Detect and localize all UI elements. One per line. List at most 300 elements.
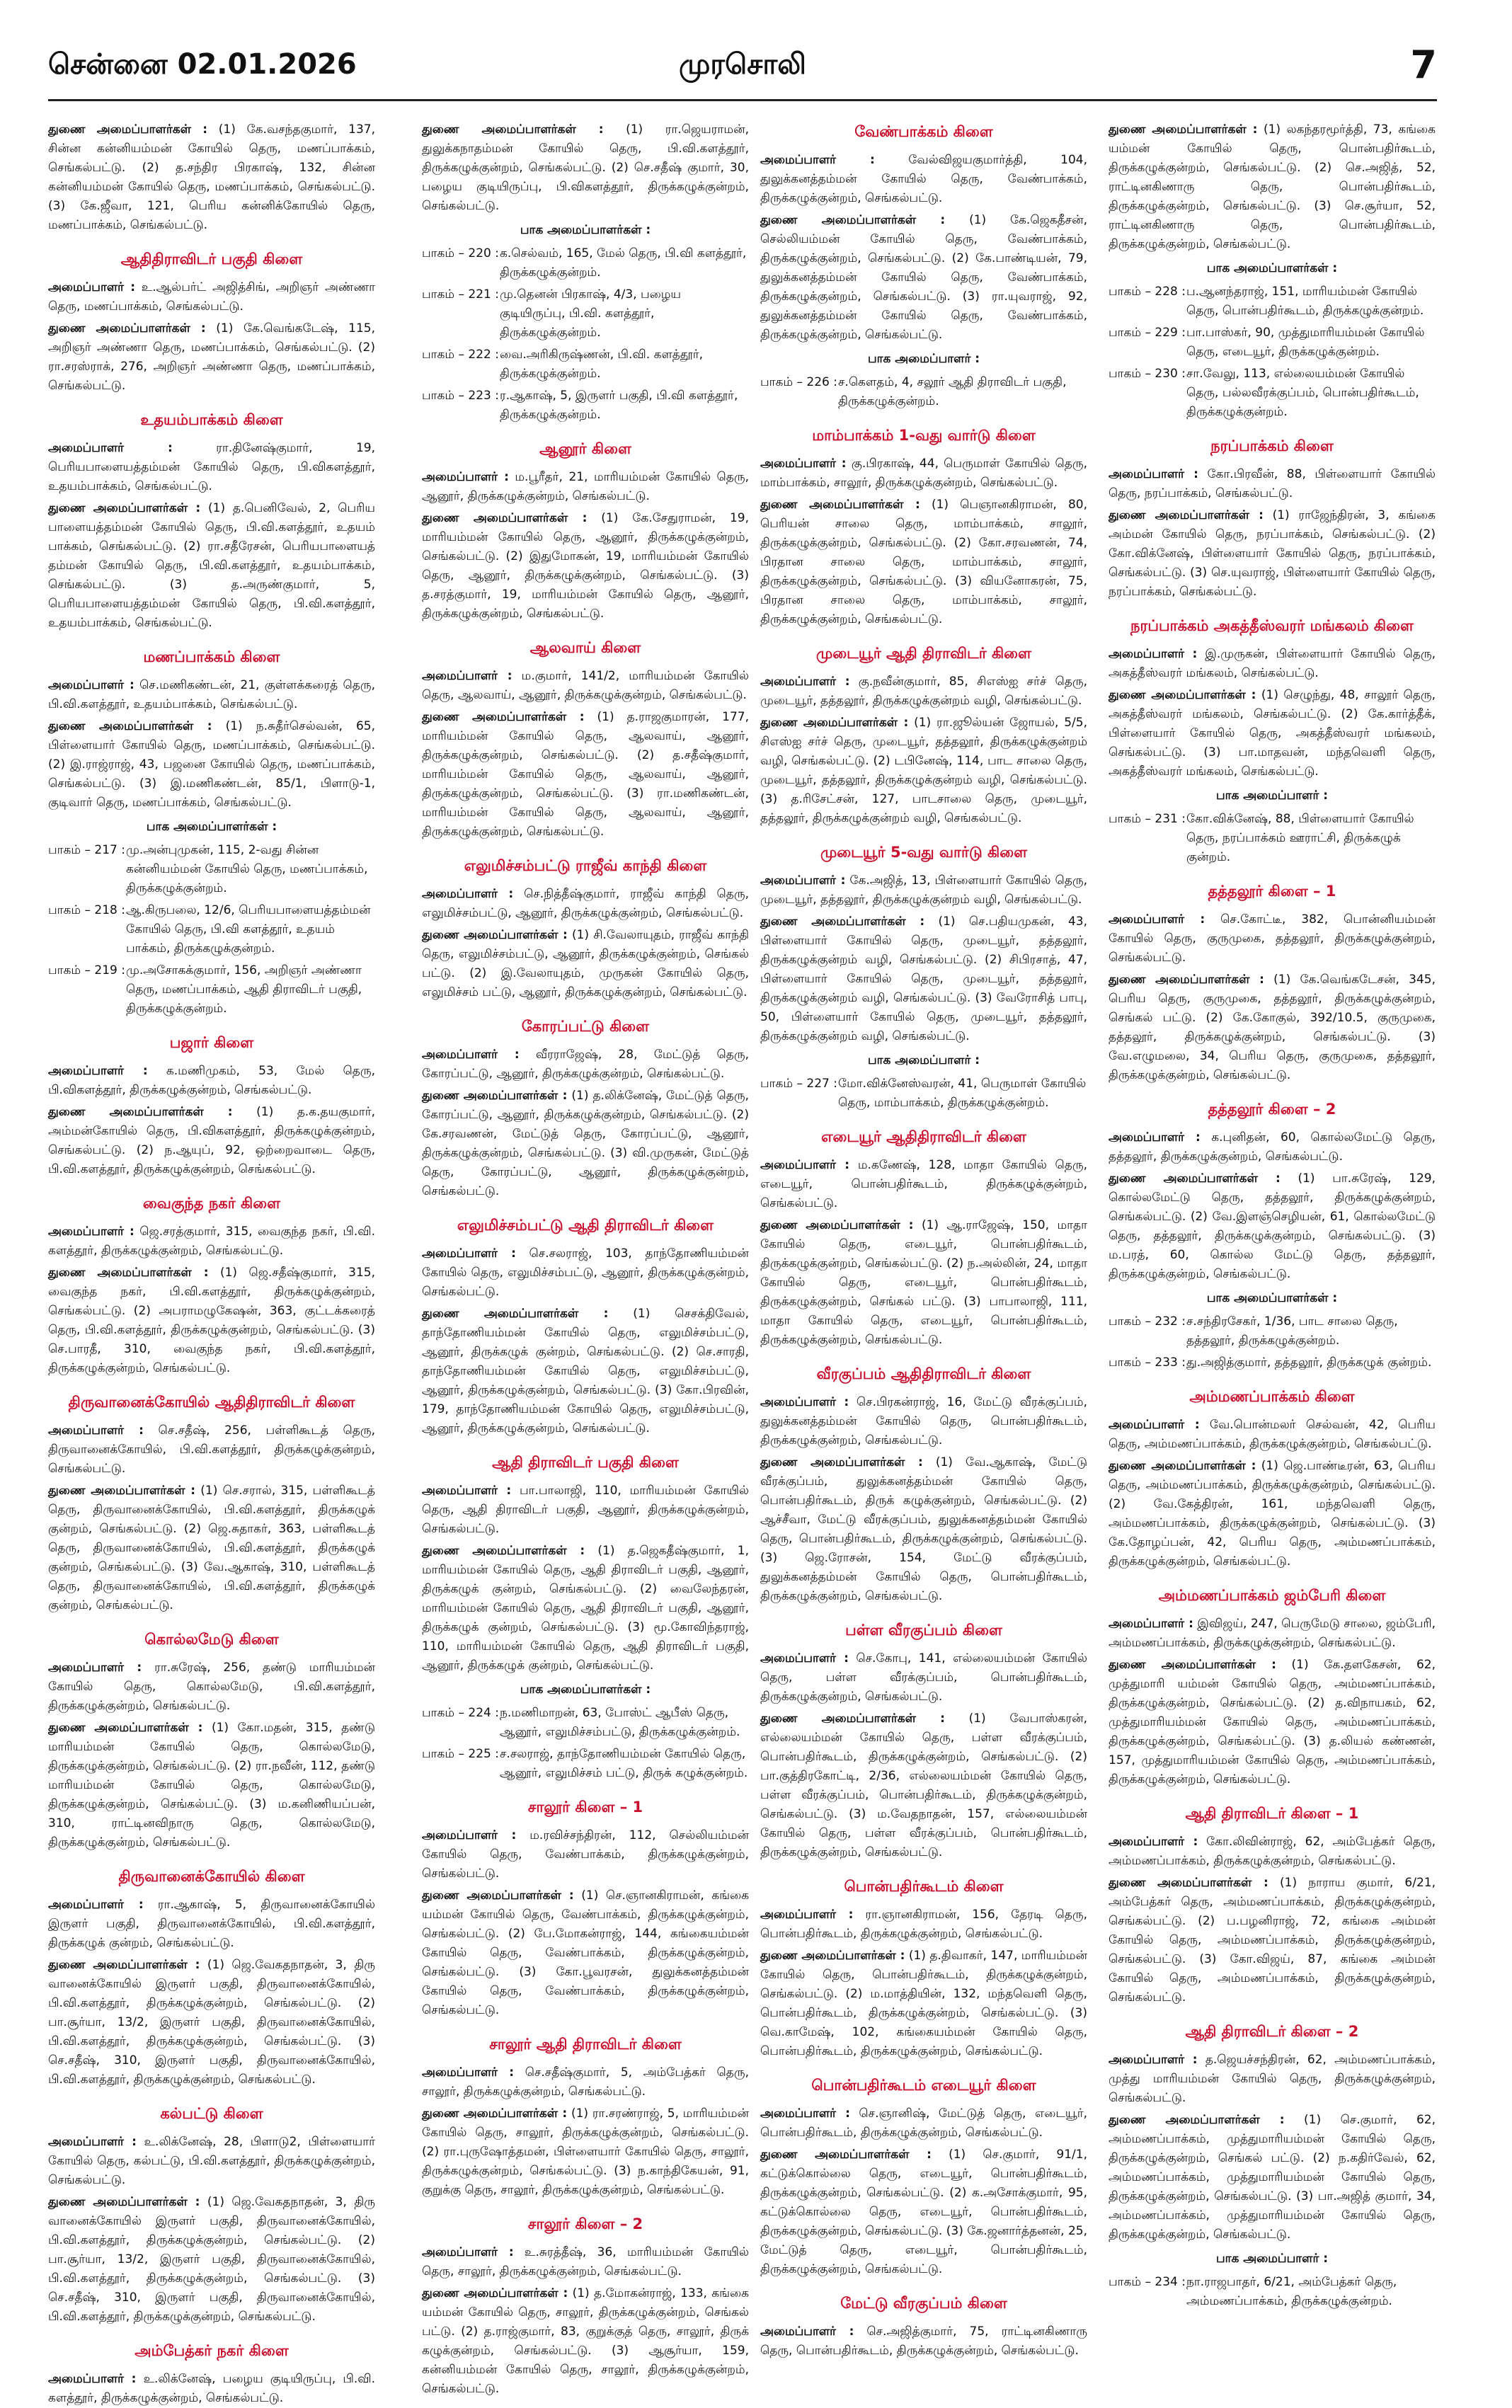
- booth-agent: ச.சலராஜ், தாந்தோணியம்மன் கோயில் தெரு, ஆனூர், எலுமிச்சம் பட்டு, திருக் கழுக்குன்றம்.: [500, 1747, 748, 1780]
- role-label: துணை அமைப்பாளர்கள் :: [422, 2286, 568, 2300]
- role-label: அமைப்பாளர் :: [422, 1048, 520, 1062]
- branch-section: [48, 2342, 375, 2408]
- officer-details: க.புனிதன், 60, கொல்லமேட்டு தெரு, தத்தலூர், திருக்கழுக்குன்றம், செங்கல்பட்டு.: [1109, 1130, 1436, 1164]
- officer-details: வீரராஜேஷ், 28, மேட்டுத் தெரு, கோரப்பட்டு, ஆனூர், திருக்கழுக்குன்றம், செங்கல்பட்டு.: [422, 1048, 749, 1081]
- officer-details: ரா.ஞானகிராமன், 156, தேரடி தெரு, பொன்பதிர்கூடம், திருக்கழுக்குன்றம், செங்கல்பட்டு.: [760, 1908, 1087, 1941]
- officer-entry: [1109, 910, 1436, 968]
- officer-details: செ.சலராஜ், 103, தாந்தோணியம்மன் கோயில் தெரு, எலுமிச்சம்பட்டு, ஆனூர், திருக்கழுக்குன்றம், செங்கல்பட்டு.: [422, 1246, 749, 1299]
- booth-row: [422, 1745, 749, 1783]
- branch-title: வேண்பாக்கம் கிளை: [854, 123, 993, 140]
- branch-title: சாலூர் கிளை – 2: [527, 2215, 643, 2232]
- branch-section: [760, 1128, 1087, 1350]
- role-label: துணை அமைப்பாளர்கள் :: [422, 1307, 609, 1321]
- role-label: துணை அமைப்பாளர்கள் :: [760, 716, 909, 730]
- branch-section: [48, 2105, 375, 2327]
- role-label: அமைப்பாளர் :: [48, 2135, 137, 2149]
- booth-number: பாகம் – 228 :: [1109, 285, 1186, 299]
- officer-entry: [422, 1087, 749, 1201]
- booth-number: பாகம் – 221 :: [422, 287, 499, 302]
- role-label: துணை அமைப்பாளர்கள் :: [760, 213, 946, 227]
- booth-heading: பாக அமைப்பாளர் :: [867, 1053, 980, 1067]
- booth-agent: கோ.விக்னேஷ், 88, பிள்ளையார் கோயில் தெரு, நரப்பாக்கம் ஊராட்சி, திருக்கழுக் குன்றம்.: [1186, 812, 1414, 864]
- branch-section: [1109, 437, 1436, 602]
- officer-details: வே.பொன்மலர் செல்வன், 42, பெரிய தெரு, அம்மணப்பாக்கம், திருக்கழுக்குன்றம், செங்கல்பட்டு.: [1109, 1418, 1436, 1451]
- branch-title: சாலூர் கிளை – 1: [527, 1799, 643, 1816]
- booth-number: பாகம் – 232 :: [1109, 1314, 1186, 1329]
- role-label: அமைப்பாளர் :: [1109, 912, 1205, 927]
- booth-row: [1109, 1312, 1436, 1351]
- branch-title: தத்தலூர் கிளை – 1: [1208, 883, 1336, 900]
- branch-title: மேட்டு வீரகுப்பம் கிளை: [840, 2295, 1007, 2312]
- role-label: துணை அமைப்பாளர்கள் :: [48, 501, 201, 515]
- role-label: அமைப்பாளர் :: [1109, 1835, 1198, 1849]
- branch-title: சாலூர் ஆதி திராவிடர் கிளை: [489, 2036, 682, 2053]
- branch-section: [422, 857, 749, 1002]
- booth-number: பாகம் – 218 :: [48, 903, 125, 917]
- booth-number: பாகம் – 233 :: [1109, 1355, 1186, 1370]
- role-label: துணை அமைப்பாளர்கள் :: [1109, 1459, 1256, 1473]
- role-label: அமைப்பாளர் :: [760, 153, 875, 167]
- role-label: துணை அமைப்பாளர்கள் :: [48, 2195, 200, 2209]
- officer-entry: [422, 1481, 749, 1539]
- officer-details: (1) கே.வெங்கடேஷ், 115, அறிஞர் அண்ணா தெரு, மணப்பாக்கம், செங்கல்பட்டு. (2) ரா.சரஸ்ராக், 276, அறிஞர் அண்ணா தெரு, மணப்பாக்கம், செங்கல்பட்டு.: [48, 321, 376, 393]
- officer-details: (1) கே.ஜெகதீசன், செல்லியம்மன் கோயில் தெரு, வேண்பாக்கம், திருக்கழுக்குன்றம், செங்கல்பட்டு. (2) கே.பாண்டியன், 79, துலுக்கனத்தம்மன் கோயில் தெரு, வேண்பாக்கம், திருக்கழுக்குன்றம், செங்கல்பட்டு. (3) ரா.யுவராஜ், 92, துலுக்கனத்தம்மன் கோயில் தெரு, வேண்பாக்கம், திருக்கழுக்குன்றம், செங்கல்பட்டு.: [760, 213, 1087, 342]
- role-label: அமைப்பாளர் :: [1109, 2053, 1198, 2067]
- branch-section: [1109, 2023, 1436, 2311]
- column-2: [422, 120, 750, 2396]
- officer-entry: [422, 667, 749, 705]
- officer-entry: [422, 2243, 749, 2281]
- officer-entry: [760, 1709, 1087, 1862]
- booth-agent: மு.தெனன் பிரகாஷ், 4/3, பழைய குடியிருப்பு, பி.வி. களத்தூர், திருக்கழுக்குன்றம்.: [500, 287, 681, 340]
- officer-entry: [48, 120, 375, 235]
- officer-entry: [48, 2133, 375, 2190]
- officer-entry: [1109, 506, 1436, 602]
- branch-title: ஆலவாய் கிளை: [529, 639, 641, 656]
- officer-details: கோ.லிவின்ராஜ், 62, அம்பேத்கர் தெரு, அம்மணப்பாக்கம், திருக்கழுக்குன்றம், செங்கல்பட்டு.: [1109, 1835, 1436, 1868]
- branch-section: [48, 1394, 375, 1615]
- role-label: துணை அமைப்பாளர்கள் :: [1109, 1658, 1276, 1672]
- branch-title: கல்பட்டு கிளை: [160, 2105, 263, 2122]
- newspaper-name: முரசொலி: [679, 48, 806, 81]
- officer-details: (1) கோ.மதன், 315, தண்டு மாரியம்மன் கோயில் தெரு, கொல்லமேடு, திருக்கழுக்குன்றம், செங்கல்பட்டு. (2) ரா.நவீன், 112, தண்டு மாரியம்மன் கோயில் தெரு, கொல்லமேடு, திருக்கழுக்குன்றம், செங்கல்பட்டு. (3) ம.கனிணியப்பன், 310, ராட்டினவிநாரு தெரு, கொல்லமேடு, திருக்கழுக்குன்றம், செங்கல்பட்டு.: [48, 1721, 375, 1850]
- role-label: துணை அமைப்பாளர்கள் :: [1109, 1876, 1268, 1890]
- booth-row: [48, 961, 375, 1019]
- officer-entry: [760, 1216, 1087, 1350]
- booth-row: [1109, 810, 1436, 867]
- branch-section: [760, 645, 1087, 828]
- officer-entry: [1109, 1416, 1436, 1454]
- branch-section: [48, 120, 375, 235]
- officer-entry: [48, 2370, 375, 2408]
- role-label: அமைப்பாளர் :: [422, 669, 512, 683]
- branch-title: அம்பேத்கர் நகர் கிளை: [134, 2342, 289, 2359]
- officer-entry: [48, 1103, 375, 1179]
- officer-details: (1) த.ராஜகுமாரன், 177, மாரியம்மன் கோயில் தெரு, ஆலவாய், ஆனூர், திருக்கழுக்குன்றம், செங்கல்பட்டு. (2) த.சதீஷ்குமார், மாரியம்மன் கோயில் தெரு, ஆலவாய், ஆனூர், திருக்கழுக்குன்றம், செங்கல்பட்டு. (3) ரா.மணிகண்டன், மாரியம்மன் கோயில் தெரு, ஆலவாய், ஆனூர், திருக்கழுக்குன்றம், செங்கல்பட்டு.: [422, 710, 750, 839]
- officer-details: (1) செ.ஞானகிராமன், கங்கை யம்மன் கோயில் தெரு, வேண்பாக்கம், திருக்கழுக்குன்றம், செங்கல்பட்டு. (2) பே.மோகன்ராஜ், 144, கங்கையம்மன் கோயில் தெரு, வேண்பாக்கம், திருக்கழுக்குன்றம், செங்கல்பட்டு. (3) கோ.பூவரசன், துலுக்கனத்தம்மன் கோயில் தெரு, வேண்பாக்கம், திருக்கழுக்குன்றம், செங்கல்பட்டு.: [422, 1888, 750, 2017]
- officer-entry: [1109, 465, 1436, 503]
- officer-entry: [422, 2063, 749, 2102]
- role-label: துணை அமைப்பாளர்கள் :: [48, 122, 208, 137]
- branch-title: பள்ள வீரகுப்பம் கிளை: [845, 1622, 1002, 1639]
- branch-section: [760, 1365, 1087, 1606]
- branch-section: [1109, 1805, 1436, 2007]
- branch-section: [760, 123, 1087, 411]
- officer-details: உ.ஆல்பர்ட் அஜித்சிங், அறிஞர் அண்ணா தெரு, மணப்பாக்கம், செங்கல்பட்டு.: [48, 280, 375, 314]
- officer-entry: [760, 211, 1087, 345]
- booth-row: [760, 373, 1087, 411]
- role-label: துணை அமைப்பாளர்கள் :: [760, 2148, 932, 2162]
- officer-details: (1) செ.குமார், 91/1, கட்டுக்கொல்லை தெரு, எடையூர், பொன்பதிர்கூடம், திருக்கழுக்குன்றம், செங்கல்பட்டு. (2) க.அசோக்குமார், 95, கட்டுக்கொல்லை தெரு, எடையூர், பொன்பதிர்கூடம், திருக்கழுக்குன்றம், செங்கல்பட்டு. (3) கே.ஜனார்த்தனன், 25, மேட்டுத் தெரு, எடையூர், பொன்பதிர்கூடம், திருக்கழுக்குன்றம், செங்கல்பட்டு.: [760, 2148, 1088, 2276]
- branch-section: [48, 1631, 375, 1852]
- branch-section: [1109, 883, 1436, 1085]
- booth-row: [1109, 282, 1436, 321]
- booth-number: பாகம் – 225 :: [422, 1747, 499, 1761]
- booth-row: [1109, 2273, 1436, 2311]
- branch-title: நரப்பாக்கம் அகத்தீஸ்வரர் மங்கலம் கிளை: [1130, 617, 1414, 634]
- booth-heading: பாக அமைப்பாளர் :: [1215, 789, 1329, 803]
- role-label: அமைப்பாளர் :: [1109, 1130, 1201, 1145]
- officer-entry: [760, 1947, 1087, 2061]
- role-label: துணை அமைப்பாளர்கள் :: [422, 2106, 568, 2121]
- booth-number: பாகம் – 224 :: [422, 1706, 499, 1720]
- branch-section: [48, 411, 375, 633]
- branch-section: [1109, 617, 1436, 867]
- branch-section: [1109, 1101, 1436, 1372]
- officer-details: (1) த.மோகன்ராஜ், 133, கங்கை யம்மன் கோயில் தெரு, சாலூர், திருக்கழுக்குன்றம், செங்கல் பட்டு. (2) த.ராஜ்குமார், 83, குறுக்குத் தெரு, சாலூர், திருக் கழுக்குன்றம், செங்கல்பட்டு. (3) ஆசூர்யா, 159, கன்னியம்மன் கோயில் தெரு, சாலூர், திருக்கழுக்குன்றம், செங்கல்பட்டு.: [422, 2286, 749, 2396]
- booth-heading: பாக அமைப்பாளர்கள் :: [1206, 1291, 1338, 1305]
- page-number: 7: [1410, 42, 1437, 87]
- officer-entry: [422, 509, 749, 624]
- role-label: அமைப்பாளர் :: [422, 1484, 512, 1498]
- booth-agent: சா.வேலு, 113, எல்லையம்மன் கோயில் தெரு, பல்லவீரக்குப்பம், பொன்பதிர்கூடம், திருக்கழுக்குன்றம்.: [1186, 367, 1419, 419]
- officer-details: கே.அஜித், 13, பிள்ளையார் கோயில் தெரு, முடையூர், தத்தலூர், திருக்கழுக்குன்றம் வழி, செங்கல்பட்டு.: [760, 873, 1088, 907]
- booth-number: பாகம் – 223 :: [422, 389, 499, 403]
- branch-title: கொல்லமேடு கிளை: [144, 1631, 279, 1648]
- role-label: துணை அமைப்பாளர்கள் :: [48, 1266, 209, 1280]
- officer-entry: [48, 1421, 375, 1479]
- officer-details: ம.ரவிச்சந்திரன், 112, செல்லியம்மன் கோயில் தெரு, வேண்பாக்கம், திருக்கழுக்குன்றம், செங்கல்பட்டு.: [422, 1828, 749, 1881]
- role-label: துணை அமைப்பாளர்கள் :: [760, 915, 925, 929]
- booth-heading: பாக அமைப்பாளர்கள் :: [520, 1682, 651, 1697]
- role-label: அமைப்பாளர் :: [422, 470, 509, 484]
- booth-heading: பாக அமைப்பாளர்கள் :: [520, 223, 651, 237]
- officer-entry: [422, 1305, 749, 1438]
- branch-section: [422, 1217, 749, 1438]
- officer-details: (1) ஜெ.சதீஷ்குமார், 315, வைகுந்த நகர், பி.வி.களத்தூர், திருக்கழுக்குன்றம், செங்கல்பட்டு. (2) அபராமழுகேஷன், 363, குட்டக்கரைத் தெரு, பி.வி.களத்தூர், திருக்கழுக்குன்றம், செங்கல்பட்டு. (3) செ.பாரதீ, 310, வைகுந்த நகர், பி.வி.களத்தூர், திருக்கழுக்குன்றம், செங்கல்பட்டு.: [48, 1266, 376, 1375]
- officer-details: (1) ராஜேந்திரன், 3, கங்கை அம்மன் கோயில் தெரு, நரப்பாக்கம், செங்கல்பட்டு. (2) கோ.விக்னேஷ், பிள்ளையார் கோயில் தெரு, நரப்பாக்கம், செங்கல்பட்டு. (3) செ.யுவராஜ், பிள்ளையார் கோயில் தெரு, நரப்பாக்கம், செங்கல்பட்டு.: [1109, 508, 1436, 599]
- officer-entry: [422, 1244, 749, 1302]
- officer-entry: [48, 1222, 375, 1261]
- branch-section: [760, 427, 1087, 629]
- branch-title: எலுமிச்சம்பட்டு ஆதி திராவிடர் கிளை: [457, 1217, 714, 1234]
- officer-details: செ.கோபு, 141, எல்லையம்மன் கோயில் தெரு, பள்ள வீரக்குப்பம், பொன்பதிர்கூடம், திருக்கழுக்குன்றம், செங்கல்பட்டு.: [760, 1651, 1087, 1704]
- role-label: அமைப்பாளர் :: [48, 280, 136, 294]
- role-label: துணை அமைப்பாளர்கள் :: [1109, 973, 1264, 987]
- role-label: அமைப்பாளர் :: [48, 1225, 134, 1239]
- officer-details: செ.சதீஷ்குமார், 5, அம்பேத்கர் தெரு, சாலூர், திருக்கழுக்குன்றம், செங்கல்பட்டு.: [422, 2065, 749, 2099]
- officer-details: (1) த.க.தயகுமார், அம்மன்கோயில் தெரு, பி.விகளத்தூர், திருக்கழுக்குன்றம், செங்கல்பட்டு. (2) ந.ஆயுப், 92, ஒற்றைவாடை தெரு, பி.வி.களத்தூர், திருக்கழுக்குன்றம், செங்கல்பட்டு.: [48, 1105, 375, 1176]
- role-label: அமைப்பாளர் :: [422, 887, 514, 901]
- officer-details: ரா.ஆகாஷ், 5, திருவானைக்கோயில் இருளர் பகுதி, திருவானைக்கோயில், பி.வி.களத்தூர், திருக்கழுக் குன்றம், செங்கல்பட்டு.: [48, 1898, 375, 1950]
- branch-title: முடையூர் ஆதி திராவிடர் கிளை: [815, 645, 1032, 662]
- role-label: அமைப்பாளர் :: [48, 2372, 137, 2386]
- officer-details: (1) ரா.ஜெயராமன், துலுக்கநாதம்மன் கோயில் தெரு, பி.வி.களத்தூர், திருக்கழுக்குன்றம், செங்கல்பட்டு. (2) செ.சதீஷ் குமார், 30, பழைய குடியிருப்பு, பி.விகளத்தூர், திருக்கழுக்குன்றம், செங்கல்பட்டு.: [422, 122, 749, 213]
- officer-details: (1) செ.குமார், 62, அம்மணப்பாக்கம், முத்துமாரியம்மன் கோயில் தெரு, திருக்கழுக்குன்றம், செங்கல் பட்டு. (2) ந.கதிர்வேல், 62, அம்மணப்பாக்கம், முத்துமாரியம்மன் கோயில் தெரு, திருக்கழுக்குன்றம், செங்கல்பட்டு. (3) பா.அஜித் குமார், 34, அம்மணப்பாக்கம், முத்துமாரியம்மன் கோயில் தெரு, திருக்கழுக்குன்றம், செங்கல்பட்டு.: [1109, 2113, 1436, 2242]
- booth-number: பாகம் – 234 :: [1109, 2275, 1186, 2289]
- branch-title: எலுமிச்சம்பட்டு ராஜீவ் காந்தி கிளை: [464, 857, 707, 874]
- booth-agent: ப.ஆனந்தராஜ், 151, மாரியம்மன் கோயில் தெரு, பொன்பதிர்கூடம், திருக்கழுக்குன்றம்.: [1186, 285, 1424, 318]
- officer-details: கோ.பிரவீன், 88, பிள்ளையார் கோயில் தெரு, நரப்பாக்கம், செங்கல்பட்டு.: [1109, 467, 1436, 500]
- booth-agent: வை.அரிகிருஷ்ணன், பி.வி. களத்தூர், திருக்கழுக்குன்றம்.: [500, 348, 704, 381]
- role-label: துணை அமைப்பாளர்கள் :: [48, 1958, 200, 1972]
- role-label: துணை அமைப்பாளர்கள் :: [48, 1484, 196, 1498]
- role-label: துணை அமைப்பாளர்கள் :: [48, 1721, 203, 1735]
- branch-section: [760, 2295, 1087, 2361]
- officer-details: (1) ஜெ.வேகதநாதன், 3, திரு வானைக்கோயில் இருளர் பகுதி, திருவானைக்கோயில், பி.வி.களத்தூர், திருக்கழுக்குன்றம், செங்கல்பட்டு. (2) பா.சூர்யா, 13/2, இருளர் பகுதி, திருவானைக்கோயில், பி.வி.களத்தூர், திருக்கழுக்குன்றம், செங்கல்பட்டு. (3) செ.சதீஷ், 310, இருளர் பகுதி, திருவானைக்கோயில், பி.வி.களத்தூர், திருக்கழுக்குன்றம், செங்கல்பட்டு.: [48, 1958, 376, 2087]
- role-label: அமைப்பாளர் :: [1109, 1617, 1193, 1631]
- role-label: துணை அமைப்பாளர்கள் :: [422, 122, 604, 137]
- officer-entry: [48, 1719, 375, 1852]
- officer-entry: [760, 495, 1087, 629]
- officer-entry: [422, 1542, 749, 1675]
- officer-entry: [48, 1658, 375, 1716]
- booth-agent: து.அஜித்குமார், தத்தலூர், திருக்கழுக் குன்றம்.: [1186, 1355, 1432, 1370]
- branch-title: மணப்பாக்கம் கிளை: [143, 648, 280, 665]
- officer-details: பா.பாலாஜி, 110, மாரியம்மன் கோயில் தெரு, ஆதி திராவிடர் பகுதி, ஆனூர், திருக்கழுக்குன்றம், செங்கல்பட்டு.: [422, 1484, 750, 1536]
- booth-agent: பா.பாஸ்கர், 90, முத்துமாரியம்மன் கோயில் தெரு, எடையூர், திருக்கழுக்குன்றம்.: [1186, 326, 1425, 359]
- branch-title: ஆனூர் கிளை: [539, 440, 631, 457]
- officer-details: க.மணிமுகம், 53, மேல் தெரு, பி.விகளத்தூர், திருக்கழுக்குன்றம், செங்கல்பட்டு.: [48, 1064, 375, 1097]
- officer-entry: [48, 1263, 375, 1378]
- officer-entry: [422, 2104, 749, 2200]
- booth-number: பாகம் – 231 :: [1109, 812, 1186, 826]
- officer-entry: [422, 885, 749, 923]
- booth-row: [48, 901, 375, 958]
- officer-details: (1) செசக்திவேல், தாந்தோணியம்மன் கோயில் தெரு, எலுமிச்சம்பட்டு, ஆனூர், திருக்கழுக் குன்றம், செங்கல்பட்டு. (2) செ.சாரதி, தாந்தோணியம்மன் கோயில் தெரு, எலுமிச்சம்பட்டு, ஆனூர், திருக்கழுக்குன்றம், செங்கல்பட்டு. (3) கோ.பிரவின், 179, தாந்தோணியம்மன் கோயில் தெரு, எலுமிச்சம்பட்டு, ஆனூர், திருக்கழுக்குன்றம், செங்கல்பட்டு.: [422, 1307, 750, 1435]
- role-label: அமைப்பாளர் :: [48, 1423, 144, 1438]
- booth-row: [1109, 323, 1436, 362]
- branch-section: [48, 648, 375, 1019]
- role-label: அமைப்பாளர் :: [1109, 1418, 1200, 1432]
- booth-row: [1109, 1353, 1436, 1372]
- booth-number: பாகம் – 222 :: [422, 348, 499, 362]
- booth-number: பாகம் – 219 :: [48, 963, 125, 977]
- branch-section: [48, 1034, 375, 1179]
- officer-entry: [760, 1905, 1087, 1944]
- officer-details: (1) செ.சரால், 315, பள்ளிகூடத் தெரு, திருவானைக்கோயில், பி.வி.களத்தூர், திருக்கழுக் குன்றம், செங்கல்பட்டு. (2) ஜெ.சுதாகர், 363, பள்ளிகூடத் தெரு, திருவானைக்கோயில், பி.வி.களத்தூர், திருக்கழுக் குன்றம், செங்கல்பட்டு. (3) வே.ஆகாஷ், 310, பள்ளிகூடத் தெரு, திருவானைக்கோயில், பி.வி.களத்தூர், திருக்கழுக் குன்றம், செங்கல்பட்டு.: [48, 1484, 376, 1612]
- officer-details: செ.சதீஷ், 256, பள்ளிகூடத் தெரு, திருவானைக்கோயில், பி.வி.களத்தூர், திருக்கழுக்குன்றம், செங்கல்பட்டு.: [48, 1423, 375, 1476]
- officer-details: (1) கே.வெங்கடேசன், 345, பெரிய தெரு, குருமுகை, தத்தலூர், திருக்கழுக்குன்றம், செங்கல் பட்டு. (2) கே.கோகுல், 392/10.5, குருமுகை, தத்தலூர், திருக்கழுக்குன்றம், செங்கல்பட்டு. (3) வே.எழுமலை, 34, பெரிய தெரு, குருமுகை, தத்தலூர், திருக்கழுக்குன்றம், செங்கல்பட்டு.: [1109, 973, 1436, 1082]
- branch-title: எடையூர் ஆதிதிராவிடர் கிளை: [821, 1128, 1026, 1145]
- branch-section: [1109, 1388, 1436, 1571]
- officer-entry: [1109, 2111, 1436, 2244]
- booth-heading: பாக அமைப்பாளர் :: [1215, 2252, 1329, 2266]
- officer-entry: [48, 1956, 375, 2089]
- officer-entry: [760, 1156, 1087, 1213]
- branch-section: [422, 639, 749, 842]
- booth-agent: ச.கௌதம், 4, சலூர் ஆதி திராவிடர் பகுதி, திருக்கழுக்குன்றம்.: [838, 375, 1067, 408]
- branch-title: கோரப்பட்டு கிளை: [521, 1018, 650, 1035]
- officer-entry: [760, 1393, 1087, 1450]
- officer-entry: [48, 499, 375, 633]
- officer-details: ஜெ.சரத்குமார், 315, வைகுந்த நகர், பி.வி. களத்தூர், திருக்கழுக்குன்றம், செங்கல்பட்டு.: [48, 1225, 376, 1258]
- masthead-rule: [48, 99, 1437, 101]
- officer-details: (1) ஜெ.வேகதநாதன், 3, திரு வானைக்கோயில் இருளர் பகுதி, திருவானைக்கோயில், பி.வி.களத்தூர், திருக்கழுக்குன்றம், செங்கல்பட்டு. (2) பா.சூர்யா, 13/2, இருளர் பகுதி, திருவானைக்கோயில், பி.வி.களத்தூர், திருக்கழுக்குன்றம், செங்கல்பட்டு. (3) செ.சதீஷ், 310, இருளர் பகுதி, திருவானைக்கோயில், பி.வி.களத்தூர், திருக்கழுக்குன்றம், செங்கல்பட்டு.: [48, 2195, 376, 2324]
- officer-entry: [760, 871, 1087, 910]
- branch-title: பஜார் கிளை: [169, 1034, 254, 1051]
- branch-section: [760, 844, 1087, 1113]
- officer-entry: [1109, 686, 1436, 781]
- role-label: துணை அமைப்பாளர்கள் :: [422, 710, 585, 724]
- booth-row: [422, 1704, 749, 1742]
- branch-title: வீரகுப்பம் ஆதிதிராவிடர் கிளை: [816, 1365, 1031, 1382]
- booth-number: பாகம் – 227 :: [760, 1077, 837, 1091]
- officer-entry: [1109, 645, 1436, 683]
- role-label: துணை அமைப்பாளர்கள் :: [1109, 1171, 1281, 1186]
- branch-title: வைகுந்த நகர் கிளை: [142, 1195, 281, 1212]
- branch-section: [422, 1454, 749, 1783]
- officer-details: (1) த.திவாகர், 147, மாரியம்மன் கோயில் தெரு, பொன்பதிர்கூடம், திருக்கழுக்குன்றம், செங்கல்பட்டு. (2) ம.மாத்தியின், 132, மந்தவெளி தெரு, பொன்பதிர்கூடம், திருக்கழுக்குன்றம், செங்கல்பட்டு. (3) வெ.காமேஷ், 102, கங்கையம்மன் கோயில் தெரு, பொன்பதிர்கூடம், திருக்கழுக்குன்றம், செங்கல்பட்டு.: [760, 1949, 1087, 2058]
- booth-number: பாகம் – 217 :: [48, 843, 125, 857]
- officer-details: (1) வேபாஸ்கரன், எல்லையம்மன் கோயில் தெரு, பள்ள வீரக்குப்பம், பொன்பதிர்கூடம், திருக்கழுக்குன்றம், செங்கல்பட்டு. (2) பா.குத்திரகோட்டி, 2/36, எல்லையம்மன் கோயில் தெரு, பள்ள வீரக்குப்பம், பொன்பதிர்கூடம், திருக்கழுக்குன்றம், செங்கல்பட்டு. (3) ம.வேதநாதன், 157, எல்லையம்மன் கோயில் தெரு, பள்ள வீரக்குப்பம், பொன்பதிர்கூடம், திருக்கழுக்குன்றம், செங்கல்பட்டு.: [760, 1712, 1087, 1859]
- officer-entry: [422, 1826, 749, 1884]
- officer-details: (1) ந.சுதீர்செல்வன், 65, பிள்ளையார் கோயில் தெரு, மணப்பாக்கம், செங்கல்பட்டு. (2) இ.ராஜ்ராஜ், 43, பஜனை கோயில் தெரு, மணப்பாக்கம், செங்கல்பட்டு. (3) இ.மணிகண்டன், 85/1, பிளாடு-1, குடிவார் தெரு, மணப்பாக்கம், செங்கல்பட்டு.: [48, 719, 376, 810]
- role-label: அமைப்பாளர் :: [760, 675, 850, 689]
- booth-agent: க.செல்வம், 165, மேல் தெரு, பி.வி களத்தூர், திருக்கழுக்குன்றம்.: [500, 246, 747, 280]
- branch-section: [422, 2036, 749, 2200]
- officer-entry: [422, 2284, 749, 2399]
- officer-details: செ.மணிகண்டன், 21, குள்ளக்கரைத் தெரு, பி.வி.களத்தூர், உதயம்பாக்கம், செங்கல்பட்டு.: [48, 678, 376, 711]
- role-label: அமைப்பாளர் :: [760, 457, 847, 471]
- role-label: அமைப்பாளர் :: [760, 1395, 849, 1409]
- officer-details: இவிஜய், 247, பெருமேடு சாலை, ஜம்பேரி, அம்மணப்பாக்கம், திருக்கழுக்குன்றம், செங்கல்பட்டு.: [1109, 1617, 1436, 1650]
- officer-entry: [760, 1649, 1087, 1707]
- booth-heading: பாக அமைப்பாளர்கள் :: [1206, 261, 1338, 275]
- officer-details: (1) கே.வசந்தகுமார், 137, சின்ன கன்னியம்மன் கோயில் தெரு, மணப்பாக்கம், செங்கல்பட்டு. (2) த.சந்திர பிரகாஷ், 132, சின்ன கன்னியம்மன் கோயில் தெரு, மணப்பாக்கம், செங்கல்பட்டு. (3) கே.ஜீவா, 121, பெரிய கன்னிக்கோயில் தெரு, மணப்பாக்கம், செங்கல்பட்டு.: [48, 122, 376, 232]
- branch-title: ஆதிதிராவிடர் பகுதி கிளை: [120, 251, 303, 268]
- officer-details: (1) த.ஜெகதீஷ்குமார், 1, மாரியம்மன் கோயில் தெரு, ஆதி திராவிடர் பகுதி, ஆனூர், திருக்கழுக் குன்றம், செங்கல்பட்டு. (2) வைலேந்தரன், மாரியம்மன் கோயில் தெரு, ஆதி திராவிடர் பகுதி, ஆனூர், திருக்கழுக் குன்றம், செங்கல்பட்டு. (3) மூ.கோவிந்தராஜ், 110, மாரியம்மன் கோயில் தெரு, ஆதி திராவிடர் பகுதி, ஆனூர், திருக்கழுக் குன்றம், செங்கல்பட்டு.: [422, 1544, 750, 1673]
- role-label: துணை அமைப்பாளர்கள் :: [1109, 688, 1256, 702]
- role-label: அமைப்பாளர் :: [1109, 647, 1198, 661]
- role-label: அமைப்பாளர் :: [760, 1158, 850, 1172]
- role-label: அமைப்பாளர் :: [422, 2065, 515, 2080]
- role-label: அமைப்பாளர் :: [760, 1651, 849, 1665]
- officer-entry: [422, 708, 749, 842]
- booth-number: பாகம் – 226 :: [760, 375, 837, 389]
- branch-title: நரப்பாக்கம் கிளை: [1210, 437, 1334, 454]
- role-label: அமைப்பாளர் :: [760, 873, 846, 888]
- officer-details: ரா.சுரேஷ், 256, தண்டு மாரியம்மன் கோயில் தெரு, கொல்லமேடு, பி.வி.களத்தூர், திருக்கழுக்குன்றம், செங்கல்பட்டு.: [48, 1661, 375, 1713]
- officer-entry: [422, 926, 749, 1002]
- branch-title: அம்மணப்பாக்கம் ஜம்பேரி கிளை: [1158, 1587, 1386, 1604]
- role-label: துணை அமைப்பாளர்கள் :: [422, 1544, 585, 1558]
- role-label: அமைப்பாளர் :: [760, 2324, 854, 2339]
- officer-entry: [48, 1896, 375, 1953]
- officer-entry: [760, 2104, 1087, 2143]
- officer-details: ம.கணேஷ், 128, மாதா கோயில் தெரு, எடையூர், பொன்பதிர்கூடம், திருக்கழுக்குன்றம், செங்கல்பட்டு.: [760, 1158, 1088, 1210]
- officer-entry: [48, 319, 375, 396]
- officer-entry: [760, 2145, 1087, 2279]
- officer-entry: [760, 1453, 1087, 1606]
- branch-section: [760, 2077, 1087, 2279]
- role-label: அமைப்பாளர் :: [422, 1246, 516, 1261]
- role-label: அமைப்பாளர் :: [1109, 467, 1198, 481]
- role-label: துணை அமைப்பாளர்கள் :: [422, 511, 588, 525]
- officer-details: (1) பா.சுரேஷ், 129, கொல்லமேட்டு தெரு, தத்தலூர், திருக்கழுக்குன்றம், செங்கல்பட்டு. (2) வே.இளஞ்செழியன், 61, கொல்லமேட்டு தெரு, தத்தலூர், திருக்கழுக்குன்றம், செங்கல்பட்டு. (3) ம.பரத், 60, கொல்ல மேட்டு தெரு, தத்தலூர், திருக்கழுக்குன்றம், செங்கல்பட்டு.: [1109, 1171, 1436, 1281]
- officer-entry: [1109, 1656, 1436, 1789]
- officer-details: (1) செழுந்து, 48, சாலூர் தெரு, அகத்தீஸ்வரர் மங்கலம், செங்கல்பட்டு. (2) கே.கார்த்தீக், பிள்ளையார் கோயில் தெரு, அகத்தீஸ்வரர் மங்கலம், செங்கல்பட்டு. (3) பா.மாதவன், மந்தவெளி தெரு, அகத்தீஸ்வரர் மங்கலம், செங்கல்பட்டு.: [1109, 688, 1436, 779]
- officer-entry: [48, 717, 375, 813]
- branch-section: [1109, 1587, 1436, 1789]
- branch-section: [422, 1799, 749, 2020]
- officer-details: கு.பிரகாஷ், 44, பெருமாள் கோயில் தெரு, மாம்பாக்கம், சாலூர், திருக்கழுக்குன்றம், செங்கல்பட்டு.: [760, 457, 1088, 490]
- booth-number: பாகம் – 229 :: [1109, 326, 1186, 340]
- branch-title: உதயம்பாக்கம் கிளை: [140, 411, 283, 428]
- officer-details: (1) ஆ.ராஜேஷ், 150, மாதா கோயில் தெரு, எடையூர், பொன்பதிர்கூடம், திருக்கழுக்குன்றம், செங்கல்பட்டு. (2) ந.அல்லின், 24, மாதா கோயில் தெரு, எடையூர், பொன்பதிர்கூடம், திருக்கழுக்குன்றம், செங்கல் பட்டு. (3) பாபாலாஜி, 111, மாதா கோயில் தெரு, எடையூர், பொன்பதிர்கூடம், திருக்கழுக்குன்றம், செங்கல்பட்டு.: [760, 1218, 1087, 1347]
- role-label: அமைப்பாளர் :: [48, 1064, 148, 1078]
- role-label: துணை அமைப்பாளர்கள் :: [422, 1888, 574, 1903]
- role-label: துணை அமைப்பாளர்கள் :: [760, 1455, 923, 1469]
- branch-section: [48, 1868, 375, 2089]
- officer-entry: [1109, 1874, 1436, 2007]
- branch-title: அம்மணப்பாக்கம் கிளை: [1189, 1388, 1355, 1405]
- officer-entry: [760, 713, 1087, 828]
- column-4: [1109, 120, 1436, 2315]
- page-body: [48, 120, 1450, 2405]
- branch-title: மாம்பாக்கம் 1-வது வார்டு கிளை: [812, 427, 1036, 444]
- role-label: துணை அமைப்பாளர்கள் :: [48, 321, 206, 336]
- booth-number: பாகம் – 220 :: [422, 246, 499, 260]
- officer-details: செ.பிரகன்ராஜ், 16, மேட்டு வீரக்குப்பம், துலுக்கனத்தம்மன் கோயில் தெரு, பொன்பதிர்கூடம், திருக்கழுக்குன்றம், செங்கல்பட்டு.: [760, 1395, 1087, 1447]
- officer-entry: [760, 672, 1087, 711]
- booth-row: [422, 386, 749, 425]
- booth-agent: ச.சந்திரசேகர், 1/36, பாட சாலை தெரு, தத்தலூர், திருக்கழுக்குன்றம்.: [1186, 1314, 1398, 1348]
- branch-title: தத்தலூர் கிளை – 2: [1208, 1101, 1336, 1118]
- branch-title: பொன்பதிர்கூடம் கிளை: [844, 1878, 1004, 1895]
- booth-heading: பாக அமைப்பாளர் :: [867, 352, 980, 366]
- role-label: அமைப்பாளர் :: [48, 1661, 142, 1675]
- branch-section: [422, 440, 749, 624]
- edition-date: சென்னை 02.01.2026: [48, 48, 357, 81]
- branch-title: ஆதி திராவிடர் பகுதி கிளை: [492, 1454, 679, 1471]
- officer-entry: [1109, 120, 1436, 254]
- branch-section: [760, 1878, 1087, 2061]
- role-label: துணை அமைப்பாளர்கள் :: [760, 498, 920, 512]
- officer-entry: [1109, 1833, 1436, 1871]
- officer-details: வேல்விஜயகுமார்த்தி, 104, துலுக்கனத்தம்மன் கோயில் தெரு, வேண்பாக்கம், திருக்கழுக்குன்றம், செங்கல்பட்டு.: [760, 153, 1088, 205]
- role-label: அமைப்பாளர் :: [48, 441, 173, 455]
- column-3: [760, 120, 1088, 2358]
- booth-agent: ர.ஆகாஷ், 5, இருளர் பகுதி, பி.வி களத்தூர், திருக்கழுக்குன்றம்.: [500, 389, 738, 422]
- officer-entry: [48, 278, 375, 316]
- officer-entry: [760, 454, 1087, 493]
- officer-entry: [1109, 970, 1436, 1085]
- role-label: துணை அமைப்பாளர்கள் :: [760, 1949, 905, 1963]
- officer-details: (1) ரா.ஜூல்யன் ஜோயல், 5/5, சிஎஸ்ஐ சர்ச் தெரு, முடையூர், தத்தலூர், திருக்கழுக்குன்றம் வழி, செங்கல்பட்டு. (2) டபினேஷ், 114, பாட சாலை தெரு, முடையூர், தத்தலூர், திருக்கழுக்குன்றம் வழி, செங்கல்பட்டு. (3) த.ரிசேட்சன், 127, பாடசாலை தெரு, முடையூர், தத்தலூர், திருக்கழுக்குன்றம் வழி, செங்கல்பட்டு.: [760, 716, 1088, 825]
- officer-entry: [760, 2322, 1087, 2361]
- booth-agent: ந.மணிமாறன், 63, போஸ்ட் ஆபீஸ் தெரு, ஆனூர், எலுமிச்சம்பட்டு, திருக்கழுக்குன்றம்.: [500, 1706, 740, 1739]
- role-label: துணை அமைப்பாளர்கள் :: [48, 719, 212, 733]
- booth-agent: மு.அன்புமுகன், 115, 2-வது சின்ன கன்னியம்மன் கோயில் தெரு, மணப்பாக்கம், திருக்கழுக்குன்றம்.: [126, 843, 368, 895]
- branch-section: [422, 120, 749, 425]
- officer-entry: [48, 439, 375, 496]
- booth-agent: மு.அசோகக்குமார், 156, அறிஞர் அண்ணா தெரு, மணப்பாக்கம், ஆதி திராவிடர் பகுதி, திருக்கழுக்குன்றம்.: [126, 963, 362, 1016]
- branch-title: பொன்பதிர்கூடம் எடையூர் கிளை: [811, 2077, 1036, 2094]
- branch-title: திருவானைக்கோயில் கிளை: [118, 1868, 305, 1885]
- role-label: துணை அமைப்பாளர்கள் :: [48, 1105, 233, 1119]
- officer-entry: [1109, 1128, 1436, 1166]
